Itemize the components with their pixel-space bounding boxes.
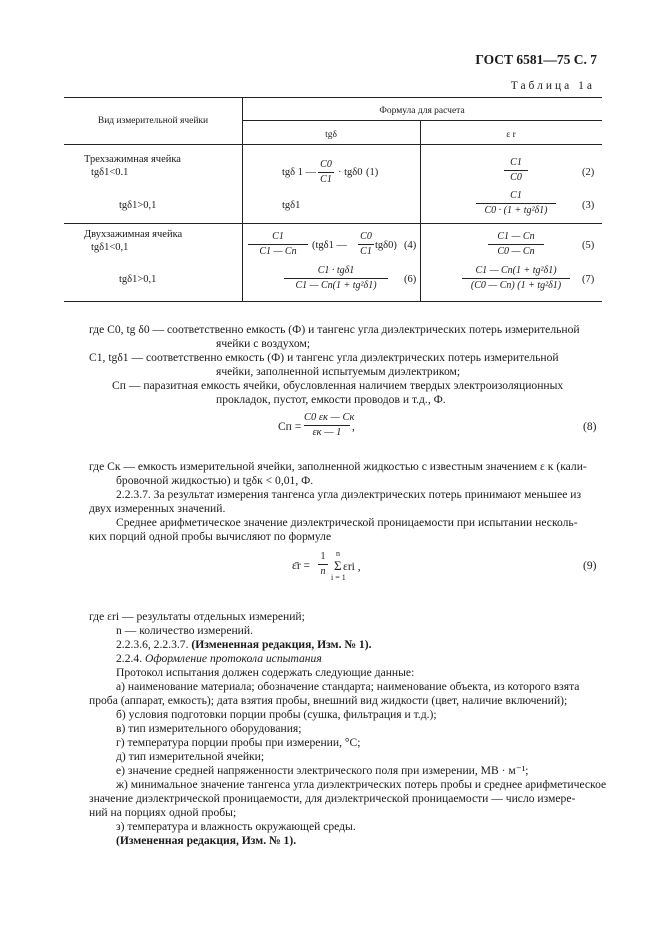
row1-n1: (1) [366,167,379,178]
section-224-number: 2.2.4. [116,652,143,665]
eq8-number: (8) [583,421,597,433]
para-mean: Среднее арифметическое значение диэлектрической проницаемости при испытании несколь- [116,516,578,529]
row4-f2-dn: (C0 — Cп) (1 + tg²δ1) [470,280,562,291]
fraction-bar [248,244,308,245]
fraction-bar [488,244,544,245]
row1-f2-up: C1 [510,157,522,168]
row3-f1-up: C1 [272,231,284,242]
row2-f2-up: C1 [510,190,522,201]
row3-f1-up2: C0 [360,231,372,242]
section-224 [116,652,322,665]
col-eps-header: ε r [506,130,516,140]
legend-c0-cont: ячейки с воздухом; [216,337,311,350]
row1-f1-dn: C1 [320,174,332,185]
item-e: е) значение средней напряженности электрического поля при измерении, МВ · м⁻¹; [116,764,529,777]
row4-n2: (7) [582,274,595,285]
row3-sub: tgδ1<0,1 [91,242,129,253]
item-z: з) температура и влажность окружающей среды. [116,820,356,833]
row3-f1-end: tgδ0) [375,240,397,251]
eq9-dn: n [320,566,326,577]
row2-n2: (3) [582,200,595,211]
eq9-frac [318,551,328,578]
legend-ck-cont: бровочной жидкостью) и tgδк < 0,01, Ф. [116,474,314,487]
eq9-sum: Σ [334,558,342,573]
item-v: в) тип измерительного оборудования; [116,722,302,735]
item-zh-cont-2: ний на порциях одной пробы; [89,806,237,819]
legend-c1-cont: ячейки, заполненной испытуемым диэлектриком; [216,365,461,378]
row3-f2-frac [488,231,544,258]
row3-f1-dn: C1 — Cп [259,246,297,257]
item-zh-cont-1: значение диэлектрической проницаемости, для диэлектрической проницаемости — число измере- [89,792,576,805]
item-a: а) наименование материала; обозначение стандарта; наименование объекта, из которого взята [116,680,580,693]
row3-f1-frac2 [358,231,374,258]
row4-f2-frac [462,265,570,292]
col-tgd-header: tgδ [325,130,337,140]
item-zh: ж) минимальное значение тангенса угла диэлектрических потерь пробы и среднее арифметическое [116,778,607,791]
formula-table [64,97,602,302]
table-header-rule-mid [242,120,602,121]
table-header-rule [64,144,602,145]
row2-f1: tgδ1 [282,200,301,211]
legend-c0: где C0, tg δ0 — соответственно емкость (Ф) и тангенс угла диэлектрических потерь измерительной [89,323,580,336]
row1-f2-dn: C0 [510,172,522,183]
amend-note-1-bold: (Измененная редакция, Изм. № 1). [191,638,372,651]
table-col-rule-1 [242,97,243,301]
eq9-sum-top: n [336,549,340,558]
table-bottom-rule [64,301,602,302]
amend-note-1-prefix: 2.2.3.6, 2.2.3.7. [116,638,189,651]
row4-sub: tgδ1>0,1 [119,274,157,285]
row3-f1-frac [248,231,308,258]
fraction-bar [284,278,388,279]
legend-cp: Cп — паразитная емкость ячейки, обусловленная наличием твердых электроизоляционных [112,379,564,392]
fraction-bar [476,203,556,204]
item-g: г) температура порции пробы при измерении, °С; [116,736,361,749]
eq9-number: (9) [583,560,597,572]
table-row-rule [64,223,602,224]
row4-f1-up: C1 · tgδ1 [317,265,355,276]
row3-f1-mid: (tgδ1 — [312,240,347,251]
legend-c1: C1, tgδ1 — соответственно емкость (Ф) и тангенс угла диэлектрических потерь измерительной [89,351,559,364]
row3-label: Двухзажимная ячейка [84,229,183,240]
col-cell-type-header: Вид измерительной ячейки [97,116,209,126]
amend-note-2: (Измененная редакция, Изм. № 1). [116,834,297,847]
legend-eri: где εri — результаты отдельных измерений; [89,610,305,623]
item-d: д) тип измерительной ячейки; [116,750,265,763]
fraction-bar [504,170,528,171]
item-a-cont: проба (аппарат, емкость); дата взятия пробы, внешний вид жидкости (цвет, наличие включений); [89,694,568,707]
row1-f1-prefix: tgδ 1 — [282,167,317,178]
section-224-title: Оформление протокола испытания [145,652,322,665]
row3-n1: (4) [404,240,417,251]
row3-f2-up: C1 — Cп [497,231,535,242]
row1-label: Трехзажимная ячейка [84,154,181,165]
row4-f2-up: C1 — Cп(1 + tg²δ1) [475,265,557,276]
row4-n1: (6) [404,274,417,285]
legend-cp-cont: прокладок, пустот, емкости проводов и т.д., Ф. [216,393,446,406]
legend-n: n — количество измерений. [116,624,253,637]
row4-f1-dn: C1 — Cп(1 + tg²δ1) [295,280,377,291]
table-top-rule [64,97,602,98]
item-b: б) условия подготовки порции пробы (сушка, фильтрация и т.д.); [116,708,437,721]
para-2237: 2.2.3.7. За результат измерения тангенса угла диэлектрических потерь принимают меньшее из [116,488,582,501]
row1-f2-frac [504,157,528,184]
row1-f1-frac [318,159,334,186]
row1-sub: tgδ1<0.1 [91,167,129,178]
protocol-intro: Протокол испытания должен содержать следующие данные: [116,666,415,679]
row2-f2-dn: C0 · (1 + tg²δ1) [484,205,548,216]
eq8-frac [304,412,355,439]
eq9-term: εri , [343,561,361,573]
row3-f1-dn2: C1 [360,246,372,257]
row2-sub: tgδ1>0,1 [119,200,157,211]
fraction-bar [358,244,374,245]
row3-n2: (5) [582,240,595,251]
para-mean-cont: ких порций одной пробы вычисляют по формуле [89,530,332,543]
formula-header: Формула для расчета [379,106,465,116]
table-label: Таблица 1а [510,80,595,92]
eq8-dn: εк — 1 [312,427,342,438]
row1-n2: (2) [582,167,595,178]
eq8-up: C0 εк — Cк [304,412,355,423]
row2-f2-frac [476,190,556,217]
fraction-bar [462,278,570,279]
eq9-sum-bottom: i = 1 [331,573,346,582]
row1-f1-up: C0 [320,159,332,170]
page-header: ГОСТ 6581—75 С. 7 [475,52,597,67]
amend-note-1 [116,638,371,651]
eq8-left: Cп = [278,421,302,433]
para-2237-cont: двух измеренных значений. [89,502,226,515]
row1-f1-suffix: · tgδ0 [338,167,363,178]
eq9-left: ε̄r = [292,560,311,572]
fraction-bar [318,564,328,565]
table-col-rule-2 [420,120,421,301]
fraction-bar [318,172,334,173]
eq9-up: 1 [320,551,326,562]
row4-f1-frac [284,265,388,292]
row3-f2-dn: C0 — Cп [497,246,535,257]
legend-ck: где Cк — емкость измерительной ячейки, заполненной жидкостью с известным значением ε к (кали- [89,460,587,473]
fraction-bar [304,425,350,426]
eq8-comma: , [352,421,355,433]
